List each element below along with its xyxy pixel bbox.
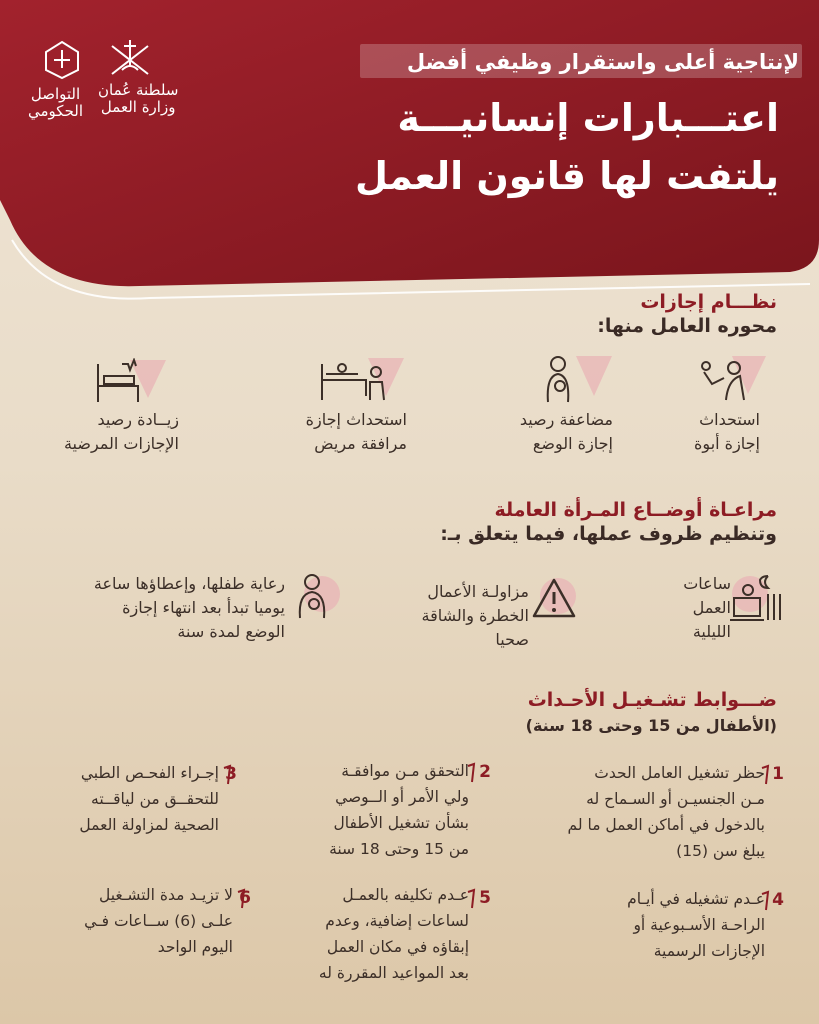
leave-item-companion-line2: مرافقة مريض <box>314 434 407 453</box>
women-item-hazard <box>422 580 530 652</box>
leave-item-paternity-line1: استحداث <box>699 410 760 429</box>
leave-item-companion <box>306 408 407 456</box>
rule-5-line: بعد المواعيد المقررة له <box>318 964 469 982</box>
rule-text-4 <box>627 886 765 964</box>
ministry-line2: وزارة العمل <box>100 98 176 116</box>
rule-2-line: من 15 وحتى 18 سنة <box>329 840 469 858</box>
leave-item-maternity-line1: مضاعفة رصيد <box>519 410 613 429</box>
minors-subtitle: (الأطفال من 15 وحتى 18 سنة) <box>525 716 777 735</box>
leave-item-maternity-line2: إجازة الوضع <box>532 434 613 453</box>
women-title-line2: وتنظيم ظروف عملها، فيما يتعلق بـ: <box>440 523 777 545</box>
rule-mark-icon <box>222 764 244 786</box>
rule-number-2: 2 <box>479 762 491 782</box>
women-item-night-line2: العمل <box>692 598 731 617</box>
women-title <box>440 498 777 546</box>
rule-2-line: التحقق مـن موافقـة <box>341 762 469 780</box>
leave-item-sick <box>64 408 179 456</box>
hospital-bed-icon <box>92 358 172 406</box>
rule-1-line: يبلغ سن (15) <box>676 842 765 860</box>
header-subtitle: لإنتاجية أعلى واستقرار وظيفي أفضل <box>406 50 799 74</box>
rule-4-line: عـدم تشغيله في أيـام <box>627 890 765 908</box>
gov-comm-line1: التواصل <box>30 85 81 103</box>
rule-mark-icon <box>466 762 488 784</box>
rule-mark-icon <box>236 888 258 910</box>
patient-companion-icon <box>318 356 408 404</box>
father-baby-icon <box>690 354 770 404</box>
leaves-title-line2: محوره العامل منها: <box>597 315 777 337</box>
rule-6-line: لا تزيـد مدة التشـغيل <box>98 886 233 904</box>
women-item-hazard-line3: صحيا <box>495 630 529 649</box>
leaves-title <box>597 290 777 338</box>
leave-item-sick-line1: زيــادة رصيد <box>97 410 179 429</box>
mother-child-icon <box>292 570 344 622</box>
rule-6-line: اليوم الواحد <box>157 938 233 956</box>
rule-6-line: علـى (6) ســاعات فـي <box>84 912 233 930</box>
rule-mark-icon <box>466 888 488 910</box>
rule-3-line: الصحية لمزاولة العمل <box>79 816 219 834</box>
rule-4-line: الراحـة الأسـبوعية أو <box>633 916 765 934</box>
rule-3-line: إجـراء الفحـص الطبي <box>80 764 219 782</box>
rule-number-6: 6 <box>239 888 251 908</box>
rule-number-5: 5 <box>479 888 491 908</box>
leave-item-paternity-line2: إجازة أبوة <box>694 434 760 453</box>
women-item-childcare-line2: يوميا تبدأ بعد انتهاء إجازة <box>122 598 285 617</box>
government-communication-icon <box>40 38 84 82</box>
leave-item-companion-line1: استحداث إجازة <box>305 410 407 429</box>
minors-title: ضـــوابط تشـغيـل الأحـداث <box>527 689 777 711</box>
women-item-childcare <box>94 572 285 644</box>
leave-item-paternity <box>694 408 760 456</box>
women-item-childcare-line3: الوضع لمدة سنة <box>177 622 285 641</box>
rule-5-line: عـدم تكليفه بالعمـل <box>342 886 469 904</box>
rule-3-line: للتحقــق من لياقــته <box>91 790 219 808</box>
warning-icon <box>530 574 582 624</box>
women-item-night-line3: الليلية <box>692 622 731 641</box>
ministry-logo-text <box>98 82 178 116</box>
rule-4-line: الإجازات الرسمية <box>653 942 765 960</box>
rule-number-1: 1 <box>772 764 784 784</box>
women-item-night-line1: ساعات <box>683 574 731 593</box>
rule-number-4: 4 <box>772 890 784 910</box>
leave-item-sick-line2: الإجازات المرضية <box>63 434 179 453</box>
header-title-line1: اعتـــبارات إنسانيـــة <box>397 96 779 140</box>
oman-emblem-icon <box>106 36 154 80</box>
women-item-hazard-line1: مزاولـة الأعمال <box>427 582 529 601</box>
women-item-hazard-line2: الخطرة والشاقة <box>421 606 529 625</box>
rule-text-3 <box>79 760 219 838</box>
leaves-title-line1: نظـــام إجازات <box>640 291 777 313</box>
women-title-line1: مراعـاة أوضــاع المـرأة العاملة <box>494 499 777 521</box>
women-item-childcare-line1: رعاية طفلها، وإعطاؤها ساعة <box>93 574 285 593</box>
leave-item-maternity <box>520 408 613 456</box>
rule-number-3: 3 <box>225 764 237 784</box>
rule-text-5 <box>319 882 469 986</box>
gov-comm-logo-text <box>28 86 83 120</box>
rule-1-line: مـن الجنسيـن أو السـماح له <box>586 790 765 808</box>
rule-1-line: بالدخول في أماكن العمل ما لم <box>567 816 765 834</box>
rule-text-1 <box>568 760 766 864</box>
gov-comm-line2: الحكومي <box>28 102 83 120</box>
rule-1-line: حظر تشغيل العامل الحدث <box>594 764 765 782</box>
rule-text-2 <box>329 758 469 862</box>
ministry-line1: سلطنة عُمان <box>98 81 179 99</box>
header-title-line2: يلتفت لها قانون العمل <box>355 154 779 198</box>
rule-5-line: لساعات إضافية، وعدم <box>325 912 469 930</box>
rule-5-line: إبقاؤه في مكان العمل <box>326 938 469 956</box>
rule-text-6 <box>84 882 233 960</box>
rule-2-line: ولي الأمر أو الــوصي <box>335 788 469 806</box>
night-work-icon <box>728 572 784 624</box>
women-item-night <box>683 572 731 644</box>
rule-2-line: بشأن تشغيل الأطفال <box>333 814 469 832</box>
mother-baby-icon <box>536 352 616 406</box>
